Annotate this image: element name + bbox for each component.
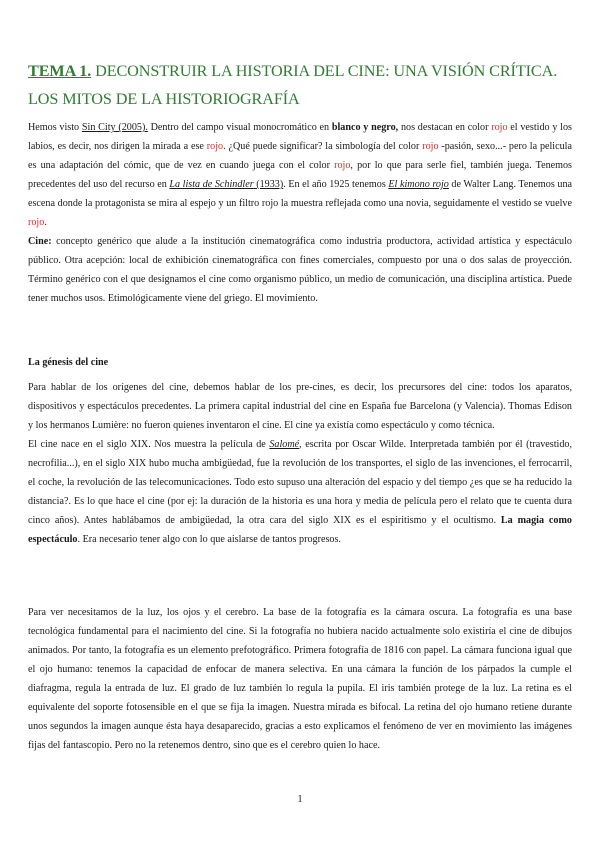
text-run: de Walter Lang. Tenemos una escena donde la protagonista se mira al espejo y un filtro rojo la muestra reflejada como una novia, seguidamente el vestido se vuelve <box>28 179 573 209</box>
page-title <box>28 57 576 113</box>
text-run: , por lo que para serle fiel, también juega. Tenemos precedentes del uso del recurso en <box>28 160 573 190</box>
paragraph-fotografia: Para ver necesitamos de la luz, los ojos y el cerebro. La base de la fotografía es la cámara oscura. La fotografía es una base tecnológica fundamental para el nacimiento del cine. Si la fotografía no hubiera nacido actualmente solo existiría el cine de dibujos animados. Por tanto, la fotografía es un elemento prefotográfico. Primera fotografía de 1816 con papel. La cámara funciona igual que el ojo humano: tenemos la capacidad de enfocar de manera selectiva. En una cámara la función de los párpados la cumple el diafragma, regula la entrada de luz. El grado de luz también lo regula la pupila. El iris también protege de la luz. La retina es el equivalente del soporte fotosensible en el que se fija la imagen. Nuestra mirada es bifocal. La retina del ojo humano retiene durante unos segundos la imagen aunque ésta haya desaparecido, gracias a esto explicamos el fenómeno de ver en movimiento las imágenes fijas del fantascopio. Pero no la retenemos dentro, sino que es el cerebro quien lo hace. <box>28 607 572 751</box>
text-run: . <box>44 217 47 228</box>
rojo-word: rojo <box>28 217 45 228</box>
text-run: . ¿Qué puede significar? la simbología del color <box>223 141 423 152</box>
title-line-1: DECONSTRUIR LA HISTORIA DEL CINE: UNA VISIÓN CRÍTICA. <box>91 62 558 80</box>
rojo-word: rojo <box>206 141 224 152</box>
schindler-year: (1933) <box>253 179 284 190</box>
paragraph-precines: Para hablar de los orígenes del cine, debemos hablar de los pre-cines, es decir, los precursores del cine: todos los aparatos, dispositivos y espectáculos precedentes. La primera capital industrial del cine en España fue Barcelona (y Valencia). Thomas Edison y los hermanos Lumière: no fueron quienes inventaron el cine. El cine ya existía como espectáculo y como técnica. <box>28 382 572 431</box>
salome-title: Salomé <box>269 439 300 450</box>
rojo-word: rojo <box>491 122 508 133</box>
tema-label: TEMA 1. <box>28 62 92 80</box>
title-line-2: LOS MITOS DE LA HISTORIOGRAFÍA <box>28 90 300 108</box>
cine-label: Cine: <box>28 236 52 247</box>
text-run: , escrita por Oscar Wilde. Interpretada también por él (travestido, necrofilia...), en el siglo XIX hubo mucha ambigüedad, fue la revolución de los transportes, el siglo de las invenciones, el ferrocarril, el coche, la revolución de las telecomunicaciones. Todo esto supuso una alteración del espacio y del tiempo ¿es que se ha reducido la distancia?. Es lo que hace el cine (por ej: la duración de la historia es una hora y media de película pero el relato que te cuenta dura cinco años). Antes hablábamos de ambigüedad, la otra cara del siglo XIX es el espiritismo y el ocultismo. <box>28 439 572 526</box>
intro-block <box>28 118 572 308</box>
paragraph-cine-definition <box>28 232 572 308</box>
bn-emphasis: blanco y negro, <box>331 122 399 133</box>
genesis-section <box>28 353 572 549</box>
text-run: . En el año 1925 tenemos <box>283 179 389 190</box>
section-heading: La génesis del cine <box>28 357 109 368</box>
schindler-title: La lista de Schindler <box>169 179 254 190</box>
paragraph-siglo-xix <box>28 435 572 549</box>
photography-block <box>28 603 572 755</box>
sin-city-link: Sin City (2005). <box>81 122 148 133</box>
text-run: -pasión, sexo...- pero la pelicula es una adaptación del cómic, que de vez en cuando juega con el color <box>28 141 572 171</box>
text-run: el vestido y los labios, es decir, nos dirigen la mirada a ese <box>28 122 572 152</box>
paragraph-sin-city <box>28 118 572 232</box>
rojo-word: rojo <box>334 160 351 171</box>
text-run: nos destacan en color <box>398 122 492 133</box>
kimono-title: El kimono rojo <box>388 179 449 190</box>
magia-emphasis: La magia como espectáculo <box>28 515 572 545</box>
page-number: 1 <box>297 794 303 805</box>
text-run: concepto genérico que alude a la institución cinematográfica como industria productora, actividad artística y espectáculo público. Otra acepción: local de exhibición cinematográfica con fines comerciales, compuesto por una o dos salas de proyección. Término genérico con el que designamos el cine como organismo público, un medio de comunicación, una disciplina artística. Puede tener muchos usos. Etimológicamente viene del griego. El movimiento. <box>28 236 572 304</box>
text-run: Hemos visto <box>28 122 82 133</box>
text-run: El cine nace en el siglo XIX. Nos muestra la película de <box>28 439 270 450</box>
rojo-word: rojo <box>422 141 439 152</box>
text-run: Dentro del campo visual monocromático en <box>147 122 332 133</box>
text-run: . Era necesario tener algo con lo que aislarse de tantos progresos. <box>77 534 341 545</box>
